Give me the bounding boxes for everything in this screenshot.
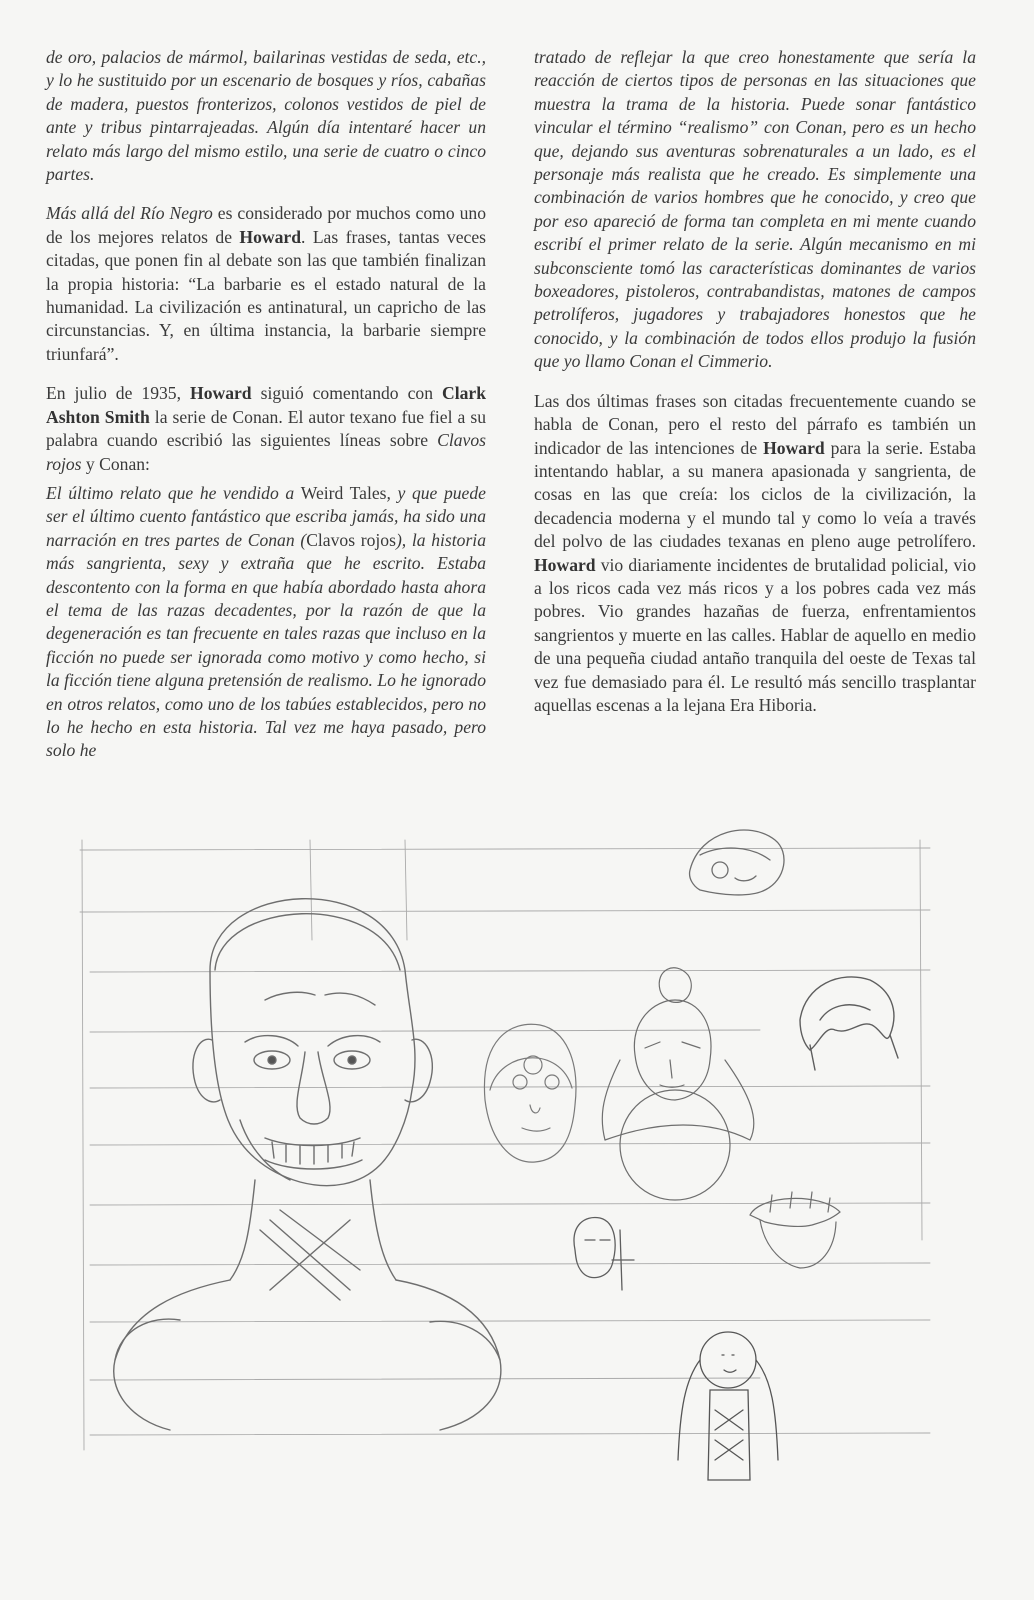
story-title: Clavos rojos — [46, 430, 486, 474]
magazine-title: Weird Tales — [300, 482, 387, 503]
text: Las dos últimas frases son citadas frecuentemente cuando se habla de Conan, pero el resto del párrafo es también un indicador de las intenciones de — [534, 390, 976, 458]
text: El último relato que he vendido a — [46, 482, 301, 503]
sketch-drawing — [60, 820, 980, 1560]
text: , y que puede ser el último cuento fantástico que escriba jamás, ha sido una narración en tres partes de Conan ( — [46, 482, 486, 550]
small-face-sketch — [574, 1217, 634, 1290]
story-title: Clavos rojos — [306, 529, 396, 550]
right-column — [534, 46, 976, 733]
story-title: Más allá del Río Negro — [46, 203, 213, 224]
text: En julio de 1935, — [46, 383, 191, 404]
author-name: Howard — [534, 554, 596, 575]
paragraph-commentary — [534, 390, 976, 718]
text: la serie de Conan. El autor texano fue fiel a su palabra cuando escribió las siguientes líneas sobre — [46, 406, 486, 451]
pencil-sketch-illustration — [60, 820, 980, 1560]
author-name: Howard — [239, 226, 301, 247]
paragraph-barbarie — [46, 202, 486, 366]
paragraph-julio-1935 — [46, 382, 486, 476]
person-name: Clark Ashton Smith — [46, 383, 486, 427]
bald-head-sketch — [114, 899, 501, 1430]
crowned-woman-sketch — [602, 968, 754, 1200]
author-name: Howard — [763, 437, 825, 458]
text: para la serie. Estaba intentando hablar, a su manera apasionada y sangrienta, de cosas en las que creía: los ciclos de la civilización, la decadencia moderna y el mundo tal y como lo veía a través del polvo de las ciudades texanas en pleno auge petrolífero. — [534, 437, 976, 552]
helmeted-face-sketch — [484, 1024, 576, 1162]
text: es considerado por muchos como uno de los mejores relatos de — [46, 203, 486, 247]
figure-sketch — [678, 1332, 778, 1480]
text: siguió comentando con — [251, 383, 443, 404]
text: y Conan: — [81, 453, 150, 474]
text: vio diariamente incidentes de brutalidad policial, vio a los ricos cada vez más ricos y a los pobres cada vez más pobres. Vio grandes hazañas de fuerza, enfrentamientos sangrientos y muerte en las calles. Hablar de aquello en medio de una pequeña ciudad antaño tranquila del oeste de Texas tal vez fue demasiado para él. Le resultó más sencillo trasplantar aquellas escenas a la lejana Era Hiboria. — [534, 554, 976, 715]
paragraph-quote — [46, 482, 486, 763]
helmet-top-sketch — [690, 830, 784, 895]
text: ), la historia más sangrienta, sexy y extraña que he escrito. Estaba descontento con la forma en que había abordado hasta ahora el tema de las razas decadentes, por la razón de que la degeneración es tan frecuente en tales razas que incluso en la ficción no puede ser ignorada como motivo y como hecho, si la ficción tiene alguna pretensión de realismo. Lo he ignorado en otros relatos, como uno de los tabúes establecidos, pero no lo he hecho en esta historia. Tal vez me haya pasado, pero solo he — [46, 529, 486, 761]
paragraph-quote-end: de oro, palacios de mármol, bailarinas vestidas de seda, etc., y lo he sustituido por un escenario de bosques y ríos, cabañas de madera, puestos fronterizos, colonos vestidos de piel de ante y tribus pintarrajeadas. Algún día intentaré hacer un relato más largo del mismo estilo, una serie de cuatro o cinco partes. — [46, 47, 486, 185]
left-column — [46, 46, 486, 779]
guide-lines — [80, 840, 930, 1450]
hair-sketch — [800, 977, 898, 1070]
paragraph-quote-continued: tratado de reflejar la que creo honestamente que sería la reacción de ciertos tipos de personas en las situaciones que muestra la trama de la historia. Puede sonar fantástico vincular el término “realismo” con Conan, pero es un hecho que, dejando sus aventuras sobrenaturales a un lado, es el personaje más realista que he creado. Es simplemente una combinación de varios hombres que he conocido, y creo que por eso apareció de forma tan completa en mi mente cuando escribí el primer relato de la serie. Algún mecanismo en mi subconsciente tomó las características dominantes de varios boxeadores, pistoleros, contrabandistas, matones de campos petrolíferos, jugadores y trabajadores honestos que he conocido, y la combinación de todos ellos produjo la fusión que yo llamo Conan el Cimmerio. — [534, 47, 976, 372]
text: . Las frases, tantas veces citadas, que ponen fin al debate son las que también finalizan la propia historia: “La barbarie es el estado natural de la humanidad. La civilización es antinatural, un capricho de las circunstancias. Y, en última instancia, la barbarie siempre triunfará”. — [46, 226, 487, 364]
author-name: Howard — [190, 383, 252, 404]
